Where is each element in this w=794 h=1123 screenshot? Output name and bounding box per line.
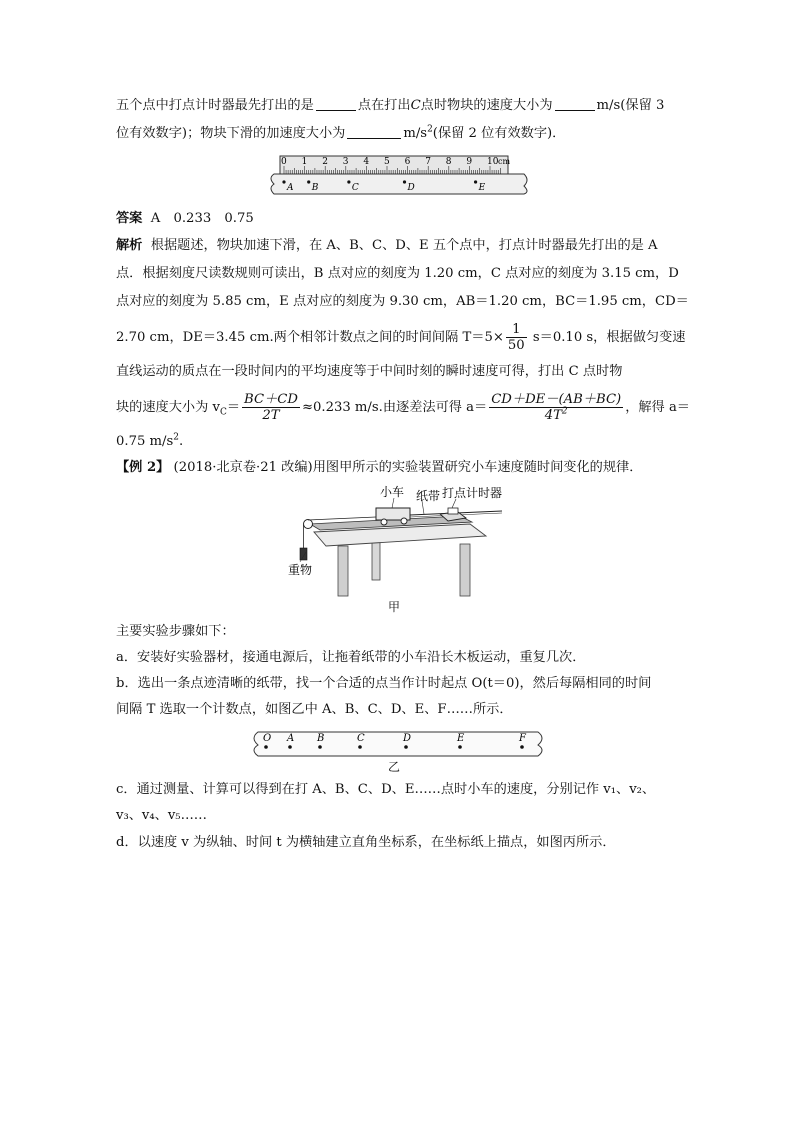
tape-yi-label: A — [287, 733, 295, 744]
ruler-figure — [268, 152, 532, 196]
question-text: 五个点中打点计时器最先打出的是 — [116, 98, 314, 113]
tape-yi-dot — [358, 745, 362, 749]
label-weight: 重物 — [288, 563, 313, 577]
ruler-tick-label: 10 — [487, 157, 499, 167]
ruler-unit: cm — [498, 157, 511, 166]
question-text: C — [410, 98, 421, 113]
question-line-1 — [116, 96, 664, 116]
tape-dot — [347, 180, 350, 183]
tape-dot — [307, 180, 310, 183]
ruler-tick-label: 2 — [322, 157, 328, 167]
step-b-line-1: b．选出一条点迹清晰的纸带，找一个合适的点当作计时起点 O(t＝0)，然后每隔相同的时间 — [116, 676, 652, 691]
ruler-tick-label: 4 — [363, 157, 370, 167]
tape-dot-label: A — [287, 183, 294, 193]
superscript: 2 — [561, 406, 568, 417]
question-text: (保留 2 位有效数字)． — [432, 126, 566, 141]
figure-caption-jia: 甲 — [388, 600, 401, 614]
analysis-text: ＝ — [226, 400, 241, 415]
ruler-tick-label: 0 — [281, 157, 287, 167]
ruler-tick-label: 3 — [342, 157, 349, 167]
analysis-text: 2.70 cm，DE＝3.45 cm.两个相邻计数点之间的时间间隔 T＝5× — [116, 330, 504, 345]
example-line — [116, 458, 642, 478]
tape-dot — [403, 180, 406, 183]
ruler-tick-label: 5 — [384, 157, 390, 167]
step-d: d．以速度 v 为纵轴、时间 t 为横轴建立直角坐标系，在坐标纸上描点，如图丙所示． — [116, 835, 616, 850]
analysis-line-2 — [116, 264, 679, 284]
analysis-text: 点对应的刻度为 5.85 cm，E 点对应的刻度为 9.30 cm，AB＝1.20 cm，BC＝1.95 cm，CD＝ — [116, 294, 689, 309]
steps-title: 主要实验步骤如下： — [116, 624, 235, 639]
question-text: 点时物块的速度大小为 — [420, 98, 553, 113]
analysis-text: 点．根据刻度尺读数规则可读出，B 点对应的刻度为 1.20 cm，C 点对应的刻度为 3.15 cm，D — [116, 266, 679, 281]
ruler-tick-label: 7 — [425, 157, 431, 167]
analysis-text: 0.75 m/s — [116, 434, 174, 449]
analysis-text: . — [179, 434, 184, 449]
step-a: a．安装好实验器材，接通电源后，让拖着纸带的小车沿长木板运动，重复几次． — [116, 650, 586, 665]
tape-yi-dot — [404, 745, 408, 749]
analysis-line-5 — [116, 362, 622, 382]
fraction-denominator: 50 — [507, 338, 525, 353]
fraction-numerator: 1 — [506, 322, 527, 338]
tape-yi-dot — [264, 745, 268, 749]
analysis-line-7 — [116, 432, 183, 452]
label-car: 小车 — [380, 485, 405, 499]
example-text: (2018·北京卷·21 改编)用图甲所示的实验装置研究小车速度随时间变化的规律． — [173, 460, 643, 475]
fraction-numerator: CD＋DE－(AB＋BC) — [491, 392, 622, 407]
tape-yi-label: C — [357, 733, 365, 744]
question-line-2 — [116, 124, 565, 144]
analysis-text: ，解得 a＝ — [625, 400, 690, 415]
analysis-line-6 — [116, 392, 690, 424]
answer-blank-2 — [555, 96, 595, 111]
fraction-numerator: BC＋CD — [244, 392, 298, 407]
superscript: 2 — [173, 432, 180, 443]
answer-value: A 0.233 0.75 — [150, 211, 254, 226]
label-timer: 打点计时器 — [442, 486, 503, 500]
fraction-velocity — [242, 392, 300, 423]
fraction — [506, 322, 527, 353]
tape-dot — [474, 180, 477, 183]
analysis-text: s＝0.10 s，根据做匀变速 — [532, 330, 686, 345]
tape-dot-label: B — [311, 183, 319, 193]
question-text: 点在打出 — [357, 98, 411, 113]
question-text: m/s(保留 3 — [596, 98, 665, 113]
step-c-line-2: v₃、v₄、v₅…… — [116, 808, 207, 823]
tape-figure — [250, 726, 550, 758]
answer-label: 答案 — [116, 211, 143, 226]
analysis-text: 根据题述，物块加速下滑，在 A、B、C、D、E 五个点中，打点计时器最先打出的是 A — [150, 238, 658, 253]
analysis-line-4 — [116, 322, 685, 354]
answer-line — [116, 209, 254, 229]
tape-dot-label: D — [407, 183, 415, 193]
label-tape: 纸带 — [416, 489, 441, 503]
apparatus-figure — [280, 484, 510, 614]
step-b-line-2: 间隔 T 选取一个计数点，如图乙中 A、B、C、D、E、F……所示． — [116, 702, 513, 717]
tape-yi-dot — [318, 745, 322, 749]
ruler-tick-label: 1 — [301, 157, 308, 167]
answer-blank-3 — [347, 124, 401, 139]
tape-yi-label: D — [403, 733, 412, 744]
ruler-tick-label: 6 — [404, 157, 411, 167]
step-c-line-1: c．通过测量、计算可以得到在打 A、B、C、D、E……点时小车的速度，分别记作 v₁、v₂、 — [116, 782, 656, 797]
analysis-line-3 — [116, 292, 689, 312]
tape-dot-label: E — [478, 183, 486, 193]
analysis-text: 块的速度大小为 v — [116, 400, 220, 415]
ruler-tick-label: 8 — [445, 157, 452, 167]
question-text: 位有效数字)；物块下滑的加速度大小为 — [116, 126, 346, 141]
tape-dot — [282, 180, 285, 183]
tape-dot-label: C — [351, 183, 359, 193]
subscript: C — [219, 407, 227, 418]
analysis-label: 解析 — [116, 238, 143, 253]
example-tag: 【例 2】 — [116, 460, 170, 475]
analysis-line-1 — [116, 236, 658, 256]
analysis-text: ≈0.233 m/s.由逐差法可得 a＝ — [301, 400, 488, 415]
tape-yi-label: E — [457, 733, 465, 744]
figure-caption-yi: 乙 — [388, 760, 401, 774]
tape-yi-label: O — [263, 733, 272, 744]
unit-superscript: 2 — [427, 124, 433, 135]
tape-yi-dot — [520, 745, 524, 749]
ruler-tick-label: 9 — [466, 157, 473, 167]
tape-yi-dot — [288, 745, 292, 749]
analysis-text: 直线运动的质点在一段时间内的平均速度等于中间时刻的瞬时速度可得，打出 C 点时物 — [116, 364, 623, 379]
tape-yi-dot — [458, 745, 462, 749]
fraction-denominator: 2T — [262, 408, 280, 423]
question-text: m/s — [403, 126, 428, 141]
answer-blank-1 — [316, 96, 356, 111]
fraction-denominator: 4T — [544, 408, 562, 423]
tape-yi-label: B — [317, 733, 325, 744]
fraction-acceleration — [489, 392, 623, 423]
tape-yi-label: F — [519, 733, 526, 744]
